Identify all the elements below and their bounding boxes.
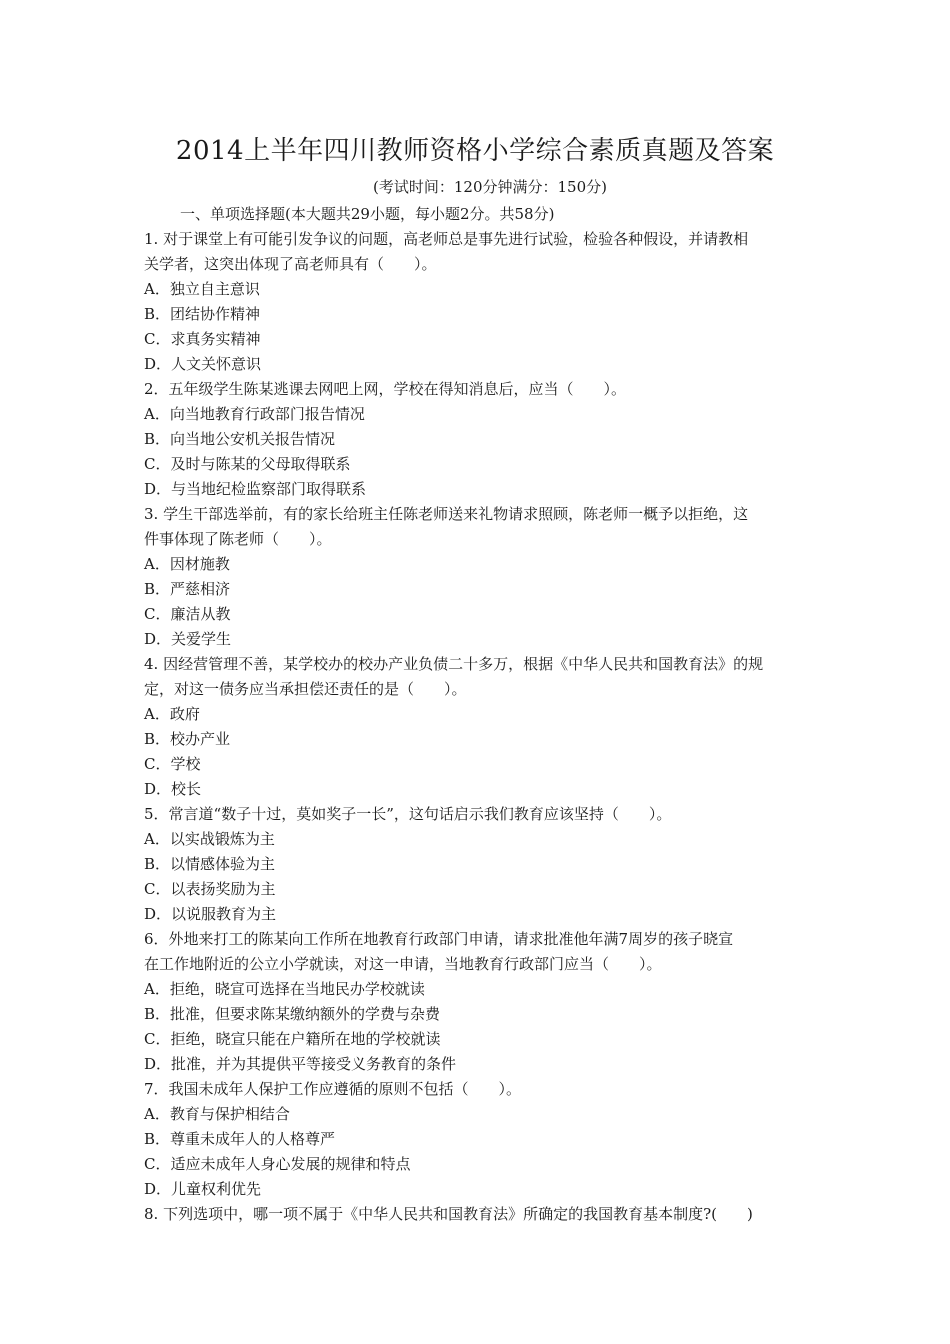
answer-option: B．批准，但要求陈某缴纳额外的学费与杂费 (144, 1005, 441, 1023)
question-stem-line: 3. 学生干部选举前，有的家长给班主任陈老师送来礼物请求照顾，陈老师一概予以拒绝，这 (144, 505, 749, 523)
question-item (144, 227, 816, 377)
question-stem-line: 4. 因经营管理不善，某学校办的校办产业负债二十多万，根据《中华人民共和国教育法》的规 (144, 655, 764, 673)
answer-option: A．因材施教 (144, 555, 230, 573)
answer-option: C．适应未成年人身心发展的规律和特点 (144, 1155, 411, 1173)
section-heading: 一、单项选择题(本大题共29小题，每小题2分。共58分) (180, 205, 555, 223)
answer-option: C．及时与陈某的父母取得联系 (144, 455, 351, 473)
answer-option: C．求真务实精神 (144, 330, 261, 348)
answer-option: D．关爱学生 (144, 630, 232, 648)
answer-option: B．团结协作精神 (144, 305, 261, 323)
question-stem-line: 2．五年级学生陈某逃课去网吧上网，学校在得知消息后，应当（ ）。 (144, 380, 627, 398)
answer-option: A．政府 (144, 705, 200, 723)
answer-option: C．廉洁从教 (144, 605, 231, 623)
question-stem-line: 7．我国未成年人保护工作应遵循的原则不包括（ ）。 (144, 1080, 522, 1098)
question-stem-line: 8. 下列选项中，哪一项不属于《中华人民共和国教育法》所确定的我国教育基本制度?( ) (144, 1205, 753, 1223)
answer-option: A．以实战锻炼为主 (144, 830, 275, 848)
exam-info: (考试时间：120分钟满分：150分) (373, 178, 607, 196)
question-item (144, 927, 816, 1077)
question-stem-line: 在工作地附近的公立小学就读，对这一申请，当地教育行政部门应当（ ）。 (144, 955, 662, 973)
question-item (144, 1202, 816, 1227)
answer-option: D．儿童权利优先 (144, 1180, 262, 1198)
answer-option: B．严慈相济 (144, 580, 231, 598)
question-stem-line: 件事体现了陈老师（ ）。 (144, 530, 332, 548)
question-list (144, 227, 816, 1227)
answer-option: D．人文关怀意识 (144, 355, 262, 373)
question-stem-line: 关学者，这突出体现了高老师具有（ ）。 (144, 255, 437, 273)
answer-option: A．向当地教育行政部门报告情况 (144, 405, 365, 423)
exam-content (144, 202, 816, 1227)
question-item (144, 377, 816, 502)
answer-option: B．尊重未成年人的人格尊严 (144, 1130, 336, 1148)
answer-option: D．批准，并为其提供平等接受义务教育的条件 (144, 1055, 457, 1073)
question-item (144, 802, 816, 927)
answer-option: D．校长 (144, 780, 202, 798)
question-stem-line: 6．外地来打工的陈某向工作所在地教育行政部门申请，请求批准他年满7周岁的孩子晓宣 (144, 930, 734, 948)
answer-option: B．以情感体验为主 (144, 855, 276, 873)
question-item (144, 652, 816, 802)
answer-option: C．以表扬奖励为主 (144, 880, 276, 898)
question-stem-line: 定，对这一债务应当承担偿还责任的是（ ）。 (144, 680, 467, 698)
answer-option: C．拒绝，晓宣只能在户籍所在地的学校就读 (144, 1030, 441, 1048)
question-item (144, 1077, 816, 1202)
answer-option: C．学校 (144, 755, 201, 773)
document-title: 2014上半年四川教师资格小学综合素质真题及答案 (175, 136, 775, 166)
question-item (144, 502, 816, 652)
answer-option: D．以说服教育为主 (144, 905, 277, 923)
answer-option: A．拒绝，晓宣可选择在当地民办学校就读 (144, 980, 425, 998)
answer-option: D．与当地纪检监察部门取得联系 (144, 480, 367, 498)
question-stem-line: 1. 对于课堂上有可能引发争议的问题，高老师总是事先进行试验，检验各种假设，并请教相 (144, 230, 749, 248)
answer-option: A．独立自主意识 (144, 280, 260, 298)
question-stem-line: 5．常言道“数子十过，莫如奖子一长”，这句话启示我们教育应该坚持（ ）。 (144, 805, 672, 823)
answer-option: B．向当地公安机关报告情况 (144, 430, 336, 448)
answer-option: B．校办产业 (144, 730, 231, 748)
answer-option: A．教育与保护相结合 (144, 1105, 290, 1123)
